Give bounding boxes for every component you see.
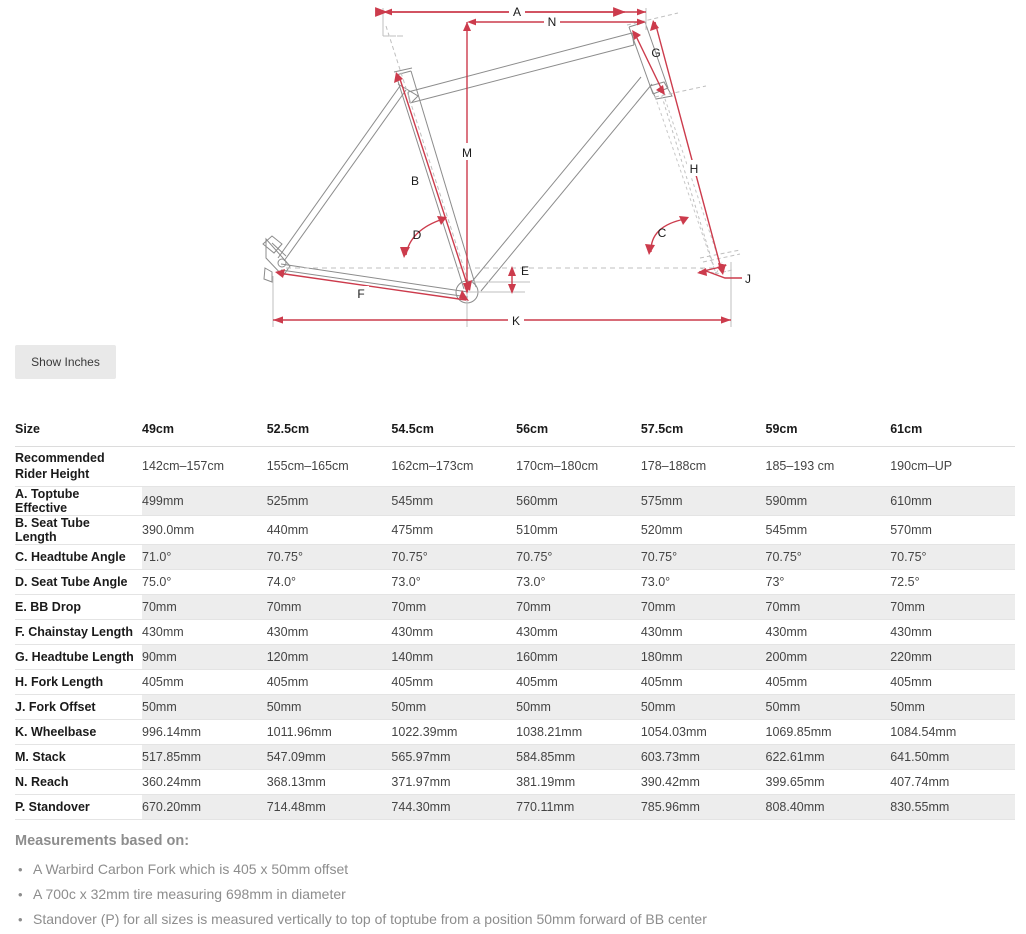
table-cell: 70.75° (641, 544, 766, 569)
row-label: F. Chainstay Length (15, 619, 142, 644)
table-row (15, 644, 1015, 669)
table-cell: 525mm (267, 486, 392, 515)
table-cell: 1038.21mm (516, 719, 641, 744)
table-cell: 570mm (890, 515, 1015, 544)
table-cell: 996.14mm (142, 719, 267, 744)
table-cell: 1084.54mm (890, 719, 1015, 744)
table-cell: 170cm–180cm (516, 446, 641, 486)
table-cell: 162cm–173cm (391, 446, 516, 486)
table-cell: 1011.96mm (267, 719, 392, 744)
dim-label-D: D (412, 228, 422, 242)
dim-label-K: K (511, 314, 521, 328)
table-cell: 430mm (516, 619, 641, 644)
table-cell: 714.48mm (267, 794, 392, 819)
table-cell: 155cm–165cm (267, 446, 392, 486)
table-cell: 475mm (391, 515, 516, 544)
table-row (15, 619, 1015, 644)
table-cell: 390.0mm (142, 515, 267, 544)
table-cell: 430mm (267, 619, 392, 644)
table-cell: 178–188cm (641, 446, 766, 486)
table-cell: 70.75° (516, 544, 641, 569)
dim-label-F: F (357, 287, 365, 301)
table-cell: 830.55mm (890, 794, 1015, 819)
show-inches-button[interactable]: Show Inches (15, 345, 116, 379)
row-label: C. Headtube Angle (15, 544, 142, 569)
table-cell: 510mm (516, 515, 641, 544)
dim-label-C: C (657, 226, 667, 240)
table-cell: 744.30mm (391, 794, 516, 819)
geometry-table (15, 418, 1015, 820)
row-label: A. Toptube Effective (15, 486, 142, 515)
table-cell: 73.0° (641, 569, 766, 594)
table-cell: 190cm–UP (890, 446, 1015, 486)
measurement-notes (15, 833, 995, 932)
table-cell: 142cm–157cm (142, 446, 267, 486)
table-row (15, 569, 1015, 594)
table-cell: 430mm (766, 619, 891, 644)
note-item: • Standover (P) for all sizes is measured vertically to top of toptube from a position 50mm forward of BB center (15, 907, 995, 932)
table-cell: 547.09mm (267, 744, 392, 769)
table-cell: 430mm (641, 619, 766, 644)
column-header-49cm: 49cm (142, 418, 267, 446)
table-cell: 590mm (766, 486, 891, 515)
table-cell: 499mm (142, 486, 267, 515)
table-cell: 1069.85mm (766, 719, 891, 744)
row-label: N. Reach (15, 769, 142, 794)
table-cell: 360.24mm (142, 769, 267, 794)
table-cell: 405mm (766, 669, 891, 694)
table-row (15, 446, 1015, 486)
table-header-row (15, 418, 1015, 446)
dim-label-J: J (745, 272, 751, 286)
table-cell: 71.0° (142, 544, 267, 569)
table-body (15, 446, 1015, 819)
table-row (15, 669, 1015, 694)
dim-label-A: A (512, 5, 522, 19)
column-header-57-5cm: 57.5cm (641, 418, 766, 446)
table-cell: 50mm (516, 694, 641, 719)
table-cell: 50mm (267, 694, 392, 719)
table-cell: 603.73mm (641, 744, 766, 769)
dim-label-N: N (547, 15, 557, 29)
table-cell: 180mm (641, 644, 766, 669)
table-cell: 73.0° (516, 569, 641, 594)
row-label: G. Headtube Length (15, 644, 142, 669)
table-cell: 371.97mm (391, 769, 516, 794)
table-cell: 70mm (890, 594, 1015, 619)
table-cell: 1054.03mm (641, 719, 766, 744)
table-cell: 1022.39mm (391, 719, 516, 744)
table-cell: 641.50mm (890, 744, 1015, 769)
column-header-56cm: 56cm (516, 418, 641, 446)
table-cell: 70mm (267, 594, 392, 619)
table-row (15, 515, 1015, 544)
dimension-lines (273, 12, 731, 320)
dim-label-E: E (520, 264, 530, 278)
table-cell: 220mm (890, 644, 1015, 669)
table-cell: 430mm (391, 619, 516, 644)
column-header-61cm: 61cm (890, 418, 1015, 446)
table-cell: 622.61mm (766, 744, 891, 769)
row-label: D. Seat Tube Angle (15, 569, 142, 594)
table-row (15, 694, 1015, 719)
table-row (15, 744, 1015, 769)
table-cell: 584.85mm (516, 744, 641, 769)
table-row (15, 769, 1015, 794)
table-cell: 70mm (641, 594, 766, 619)
note-item: • A Warbird Carbon Fork which is 405 x 50mm offset (15, 857, 995, 882)
row-label: K. Wheelbase (15, 719, 142, 744)
row-label: Recommended Rider Height (15, 446, 142, 486)
table-cell: 545mm (391, 486, 516, 515)
table-cell: 565.97mm (391, 744, 516, 769)
table-cell: 70mm (142, 594, 267, 619)
row-label: H. Fork Length (15, 669, 142, 694)
bicycle-geometry-diagram (0, 0, 1026, 334)
table-cell: 440mm (267, 515, 392, 544)
row-label: J. Fork Offset (15, 694, 142, 719)
table-cell: 140mm (391, 644, 516, 669)
note-item: • A 700c x 32mm tire measuring 698mm in diameter (15, 882, 995, 907)
column-header-52-5cm: 52.5cm (267, 418, 392, 446)
table-cell: 405mm (890, 669, 1015, 694)
table-cell: 50mm (391, 694, 516, 719)
row-label: P. Standover (15, 794, 142, 819)
notes-title: Measurements based on: (15, 833, 190, 849)
table-cell: 405mm (641, 669, 766, 694)
table-cell: 200mm (766, 644, 891, 669)
table-cell: 368.13mm (267, 769, 392, 794)
table-cell: 50mm (641, 694, 766, 719)
headtube-angle-arc (651, 219, 685, 252)
notes-list (15, 857, 995, 932)
dimension-text-labels (353, 4, 751, 329)
table-cell: 670.20mm (142, 794, 267, 819)
table-cell: 73° (766, 569, 891, 594)
table-cell: 90mm (142, 644, 267, 669)
table-cell: 70.75° (391, 544, 516, 569)
table-cell: 160mm (516, 644, 641, 669)
table-cell: 517.85mm (142, 744, 267, 769)
table-cell: 70.75° (766, 544, 891, 569)
column-header-59cm: 59cm (766, 418, 891, 446)
dim-label-B: B (410, 174, 420, 188)
table-row (15, 486, 1015, 515)
table-cell: 399.65mm (766, 769, 891, 794)
table-cell: 405mm (267, 669, 392, 694)
table-cell: 75.0° (142, 569, 267, 594)
dimension-arrowheads (273, 9, 731, 324)
table-cell: 770.11mm (516, 794, 641, 819)
table-cell: 185–193 cm (766, 446, 891, 486)
table-cell: 381.19mm (516, 769, 641, 794)
table-cell: 73.0° (391, 569, 516, 594)
frame-outline (263, 22, 732, 303)
table-cell: 430mm (142, 619, 267, 644)
row-label: E. BB Drop (15, 594, 142, 619)
table-row (15, 719, 1015, 744)
row-label: B. Seat Tube Length (15, 515, 142, 544)
dim-label-M: M (462, 146, 472, 160)
table-cell: 70mm (516, 594, 641, 619)
row-label: M. Stack (15, 744, 142, 769)
dim-label-G: G (651, 46, 661, 60)
table-cell: 120mm (267, 644, 392, 669)
table-cell: 430mm (890, 619, 1015, 644)
table-cell: 74.0° (267, 569, 392, 594)
column-header-size: Size (15, 418, 142, 446)
table-cell: 70mm (766, 594, 891, 619)
table-cell: 610mm (890, 486, 1015, 515)
table-cell: 560mm (516, 486, 641, 515)
table-cell: 50mm (766, 694, 891, 719)
table-cell: 390.42mm (641, 769, 766, 794)
table-cell: 545mm (766, 515, 891, 544)
table-row (15, 794, 1015, 819)
seat-tube-angle-arc (406, 219, 443, 255)
table-header (15, 418, 1015, 446)
table-cell: 405mm (516, 669, 641, 694)
table-cell: 50mm (142, 694, 267, 719)
table-cell: 405mm (391, 669, 516, 694)
table-cell: 72.5° (890, 569, 1015, 594)
table-cell: 70.75° (890, 544, 1015, 569)
table-cell: 785.96mm (641, 794, 766, 819)
table-cell: 70mm (391, 594, 516, 619)
table-cell: 50mm (890, 694, 1015, 719)
table-row (15, 594, 1015, 619)
table-row (15, 544, 1015, 569)
table-cell: 70.75° (267, 544, 392, 569)
table-cell: 575mm (641, 486, 766, 515)
table-cell: 407.74mm (890, 769, 1015, 794)
column-header-54-5cm: 54.5cm (391, 418, 516, 446)
dim-label-H: H (689, 162, 699, 176)
table-cell: 405mm (142, 669, 267, 694)
table-cell: 808.40mm (766, 794, 891, 819)
table-cell: 520mm (641, 515, 766, 544)
